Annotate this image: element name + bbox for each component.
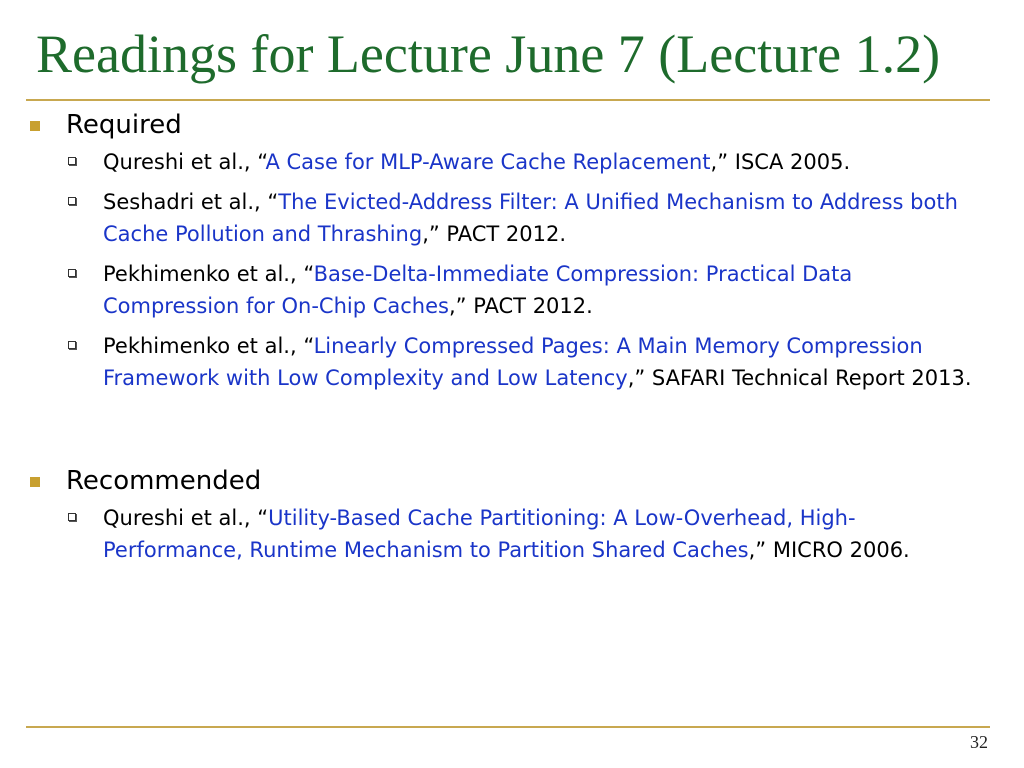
page-number: 32 <box>970 732 988 752</box>
authors: Qureshi et al., <box>103 150 258 174</box>
venue: SAFARI Technical Report 2013. <box>645 366 972 390</box>
close-quote: ,” <box>748 538 767 562</box>
venue: ISCA 2005. <box>728 150 851 174</box>
close-quote: ,” <box>422 222 440 246</box>
paper-link[interactable]: Utility-Based Cache Partitioning: A Low-Overhead, High-Performance, Runtime Mechanism to Partition Shared Caches <box>103 506 856 562</box>
reading-text <box>103 146 983 178</box>
square-bullet-icon <box>30 121 40 131</box>
close-quote: ,” <box>627 366 646 390</box>
paper-link[interactable]: A Case for MLP-Aware Cache Replacement <box>265 150 711 174</box>
reading-text <box>103 258 983 322</box>
checkbox-bullet-icon <box>68 157 76 165</box>
authors: Pekhimenko et al., <box>103 262 304 286</box>
reading-item <box>0 258 1024 322</box>
checkbox-bullet-icon <box>68 341 76 349</box>
square-bullet-icon <box>30 477 40 487</box>
open-quote: “ <box>257 150 266 174</box>
section-label-required: Required <box>66 110 182 140</box>
paper-link[interactable]: Base-Delta-Immediate Compression: Practical Data Compression for On-Chip Caches <box>103 262 853 318</box>
authors: Seshadri et al., <box>103 190 268 214</box>
reading-item <box>0 146 1024 178</box>
checkbox-bullet-icon <box>68 197 76 205</box>
reading-list-recommended <box>0 502 1024 566</box>
section-recommended <box>0 466 1024 574</box>
open-quote: “ <box>257 506 269 530</box>
section-label-recommended: Recommended <box>66 466 262 496</box>
authors: Qureshi et al., <box>103 506 258 530</box>
slide-title: Readings for Lecture June 7 (Lecture 1.2) <box>36 24 941 84</box>
open-quote: “ <box>303 262 314 286</box>
reading-text <box>103 186 983 250</box>
authors: Pekhimenko et al., <box>103 334 304 358</box>
venue: PACT 2012. <box>439 222 567 246</box>
reading-item <box>0 502 1024 566</box>
footer-divider <box>26 726 990 728</box>
paper-link[interactable]: The Evicted-Address Filter: A Unified Mechanism to Address both Cache Pollution and Thrashing <box>103 190 958 246</box>
reading-item <box>0 186 1024 250</box>
checkbox-bullet-icon <box>68 269 76 277</box>
paper-link[interactable]: Linearly Compressed Pages: A Main Memory Compression Framework with Low Complexity and Low Latency <box>103 334 923 390</box>
section-heading <box>0 110 1024 146</box>
close-quote: ,” <box>448 294 467 318</box>
checkbox-bullet-icon <box>68 513 76 521</box>
reading-list-required <box>0 146 1024 394</box>
open-quote: “ <box>303 334 314 358</box>
open-quote: “ <box>267 190 279 214</box>
reading-text <box>103 502 983 566</box>
section-required <box>0 110 1024 402</box>
close-quote: ,” <box>710 150 729 174</box>
section-heading <box>0 466 1024 502</box>
venue: PACT 2012. <box>466 294 593 318</box>
reading-text <box>103 330 983 394</box>
venue: MICRO 2006. <box>766 538 910 562</box>
reading-item <box>0 330 1024 394</box>
